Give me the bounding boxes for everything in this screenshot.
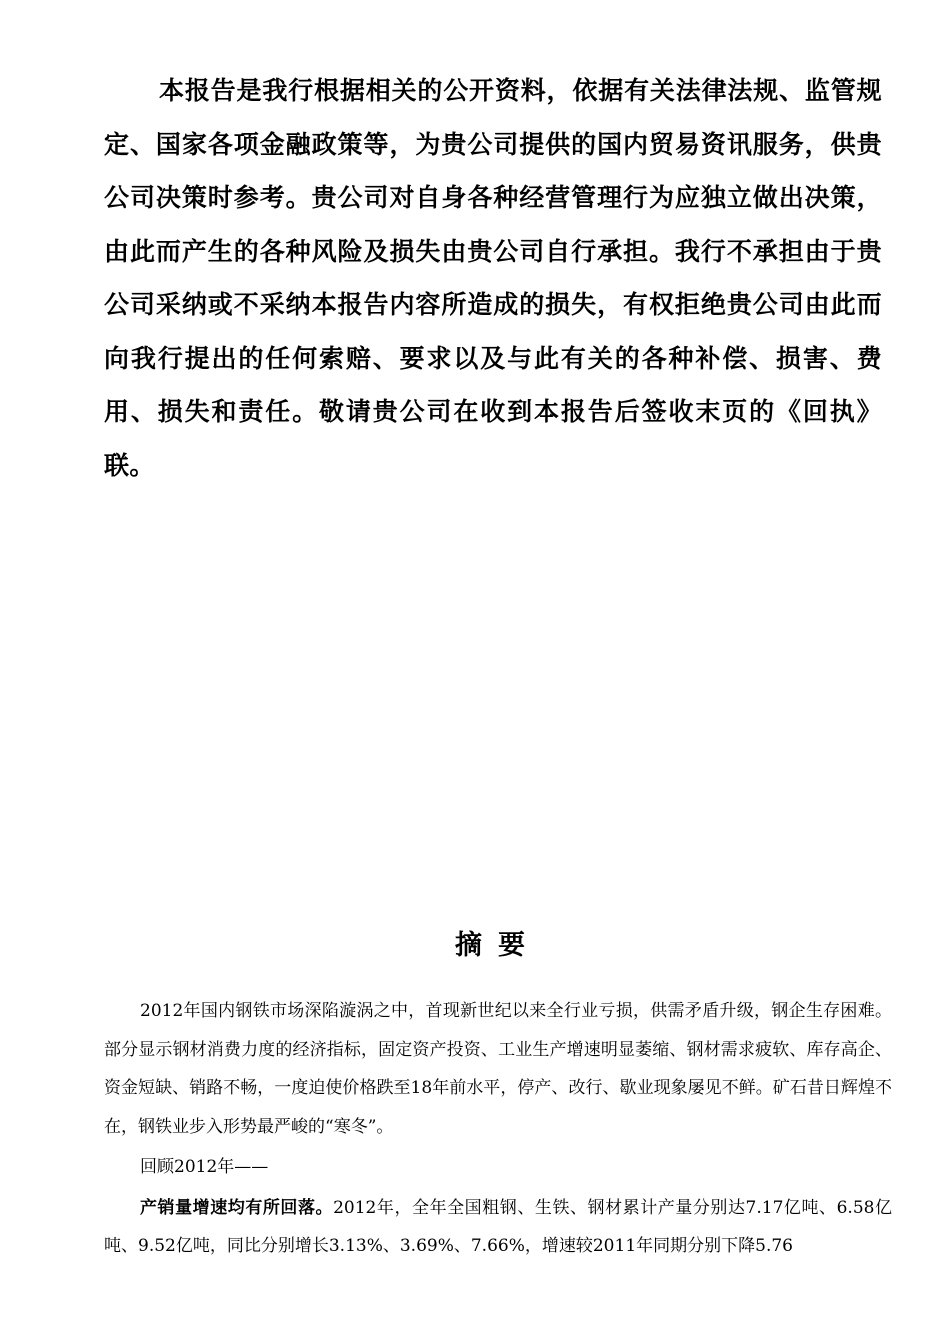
summary-paragraph-3-text: 2012年，全年全国粗钢、生铁、钢材累计产量分别达7.17亿吨、6.58亿吨、9.52亿吨，同比分别增长3.13%、3.69%、7.66%，增速较2011年同期分别下降5.76 <box>104 1197 893 1256</box>
disclaimer-paragraph: 本报告是我行根据相关的公开资料，依据有关法律法规、监管规定、国家各项金融政策等，为贵公司提供的国内贸易资讯服务，供贵公司决策时参考。贵公司对自身各种经营管理行为应独立做出决策，由此而产生的各种风险及损失由贵公司自行承担。我行不承担由于贵公司采纳或不采纳本报告内容所造成的损失，有权拒绝贵公司由此而向我行提出的任何索赔、要求以及与此有关的各种补偿、损害、费用、损失和责任。敬请贵公司在收到本报告后签收末页的《回执》联。 <box>104 76 882 480</box>
summary-title-text: 摘要 <box>455 930 541 961</box>
summary-paragraph-2: 回顾2012年—— <box>140 1157 269 1177</box>
summary-paragraph-3-lead: 产销量增速均有所回落。 <box>140 1197 334 1218</box>
summary-paragraph-3 <box>104 1189 892 1266</box>
summary-title <box>0 924 950 968</box>
summary-paragraph-1: 2012年国内钢铁市场深陷漩涡之中，首现新世纪以来全行业亏损，供需矛盾升级，钢企生存困难。部分显示钢材消费力度的经济指标，固定资产投资、工业生产增速明显萎缩、钢材需求疲软、库存高企、资金短缺、销路不畅，一度迫使价格跌至18年前水平，停产、改行、歇业现象屡见不鲜。矿石昔日辉煌不在，钢铁业步入形势最严峻的“寒冬”。 <box>104 1001 892 1137</box>
summary-body <box>104 992 892 1268</box>
